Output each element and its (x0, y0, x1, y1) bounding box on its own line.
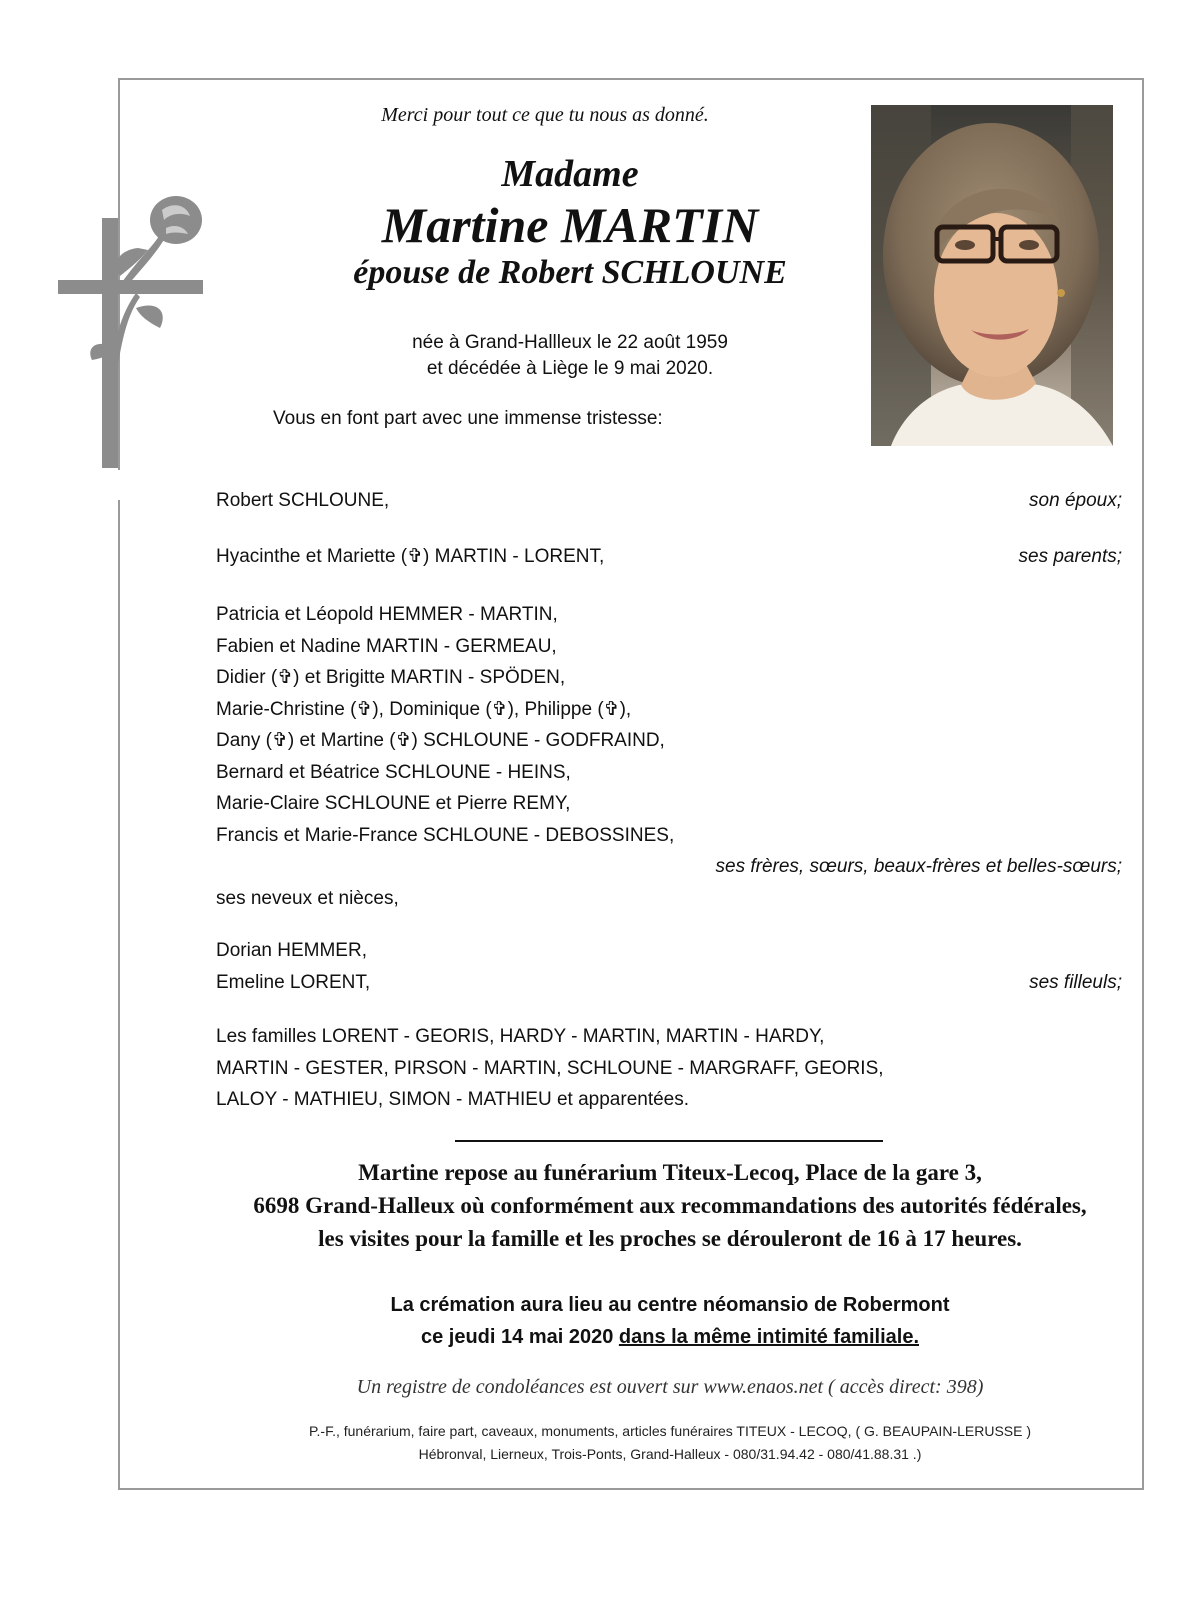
funeral-line: 6698 Grand-Halleux où conformément aux recommandations des autorités fédérales, (253, 1193, 1087, 1218)
birth-death-info (300, 330, 840, 382)
death-line: et décédée à Liège le 9 mai 2020. (426, 358, 714, 379)
spouse-line: épouse de Robert SCHLOUNE (353, 254, 787, 291)
announcement-intro: Vous en font part avec une immense tristesse: (273, 408, 663, 429)
funeral-line: Martine repose au funérarium Titeux-Lecoq, Place de la gare 3, (358, 1160, 982, 1185)
border-gap (114, 470, 124, 500)
list-item: Dany (✞) et Martine (✞) SCHLOUNE - GODFRAIND, (216, 730, 665, 751)
condolence-register: Un registre de condoléances est ouvert sur www.enaos.net ( accès direct: 398) (356, 1376, 984, 1398)
cremation-line-2 (160, 1321, 1180, 1353)
cross-rose-icon (58, 188, 208, 470)
list-item: LALOY - MATHIEU, SIMON - MATHIEU et apparentées. (216, 1089, 690, 1110)
funeral-home-info (140, 1156, 1200, 1255)
spouse-relation: son époux; (1029, 490, 1122, 511)
birth-line: née à Grand-Hallleux le 22 août 1959 (412, 332, 728, 353)
cremation-date: ce jeudi 14 mai 2020 (420, 1326, 619, 1348)
families-list (216, 1021, 1122, 1116)
spouse-name: Robert SCHLOUNE, (216, 490, 390, 511)
list-item: Fabien et Nadine MARTIN - GERMEAU, (216, 635, 557, 657)
siblings-list (216, 599, 1122, 914)
nephews-line: ses neveux et nièces, (216, 887, 399, 909)
list-item: Marie-Claire SCHLOUNE et Pierre REMY, (216, 793, 571, 814)
separator-line (455, 1140, 883, 1142)
list-item: Bernard et Béatrice SCHLOUNE - HEINS, (216, 761, 571, 783)
parents-relation: ses parents; (1018, 546, 1122, 567)
opening-quote: Merci pour tout ce que tu nous as donné. (381, 104, 709, 126)
list-item: Emeline LORENT, (216, 971, 371, 993)
list-item: Marie-Christine (✞), Dominique (✞), Philippe (✞), (216, 698, 632, 720)
portrait-photo (871, 105, 1113, 446)
deceased-name: Martine MARTIN (381, 197, 759, 253)
footer-line-1: P.-F., funérarium, faire part, caveaux, monuments, articles funéraires TITEUX - LECOQ, ( G. BEAUPAIN-LERUSSE ) (308, 1423, 1032, 1439)
godchildren-list (216, 935, 1122, 998)
family-row-parents (216, 541, 1122, 573)
list-item: Dorian HEMMER, (216, 940, 367, 961)
parents-name: Hyacinthe et Mariette (✞) MARTIN - LORENT, (216, 546, 605, 567)
family-row-spouse (216, 485, 1122, 517)
funeral-line: les visites pour la famille et les proches se dérouleront de 16 à 17 heures. (318, 1226, 1022, 1251)
list-item: Les familles LORENT - GEORIS, HARDY - MARTIN, MARTIN - HARDY, (216, 1026, 825, 1047)
list-item: MARTIN - GESTER, PIRSON - MARTIN, SCHLOUNE - MARGRAFF, GEORIS, (216, 1057, 884, 1079)
siblings-relation: ses frères, sœurs, beaux-frères et belles-sœurs; (715, 856, 1122, 877)
list-item: Francis et Marie-France SCHLOUNE - DEBOSSINES, (216, 824, 675, 846)
funeral-director-footer (160, 1420, 1180, 1466)
list-item: Patricia et Léopold HEMMER - MARTIN, (216, 604, 558, 625)
footer-line-2: Hébronval, Lierneux, Trois-Ponts, Grand-Halleux - 080/31.94.42 - 080/41.88.31 .) (418, 1446, 922, 1462)
cremation-info (160, 1289, 1180, 1353)
honorific-title: Madame (501, 153, 639, 195)
list-item: Didier (✞) et Brigitte MARTIN - SPÖDEN, (216, 667, 566, 688)
godchildren-relation: ses filleuls; (1029, 971, 1122, 993)
cremation-line-1: La crémation aura lieu au centre néomansio de Robermont (390, 1294, 950, 1316)
cremation-intimacy: dans la même intimité familiale. (618, 1326, 919, 1348)
